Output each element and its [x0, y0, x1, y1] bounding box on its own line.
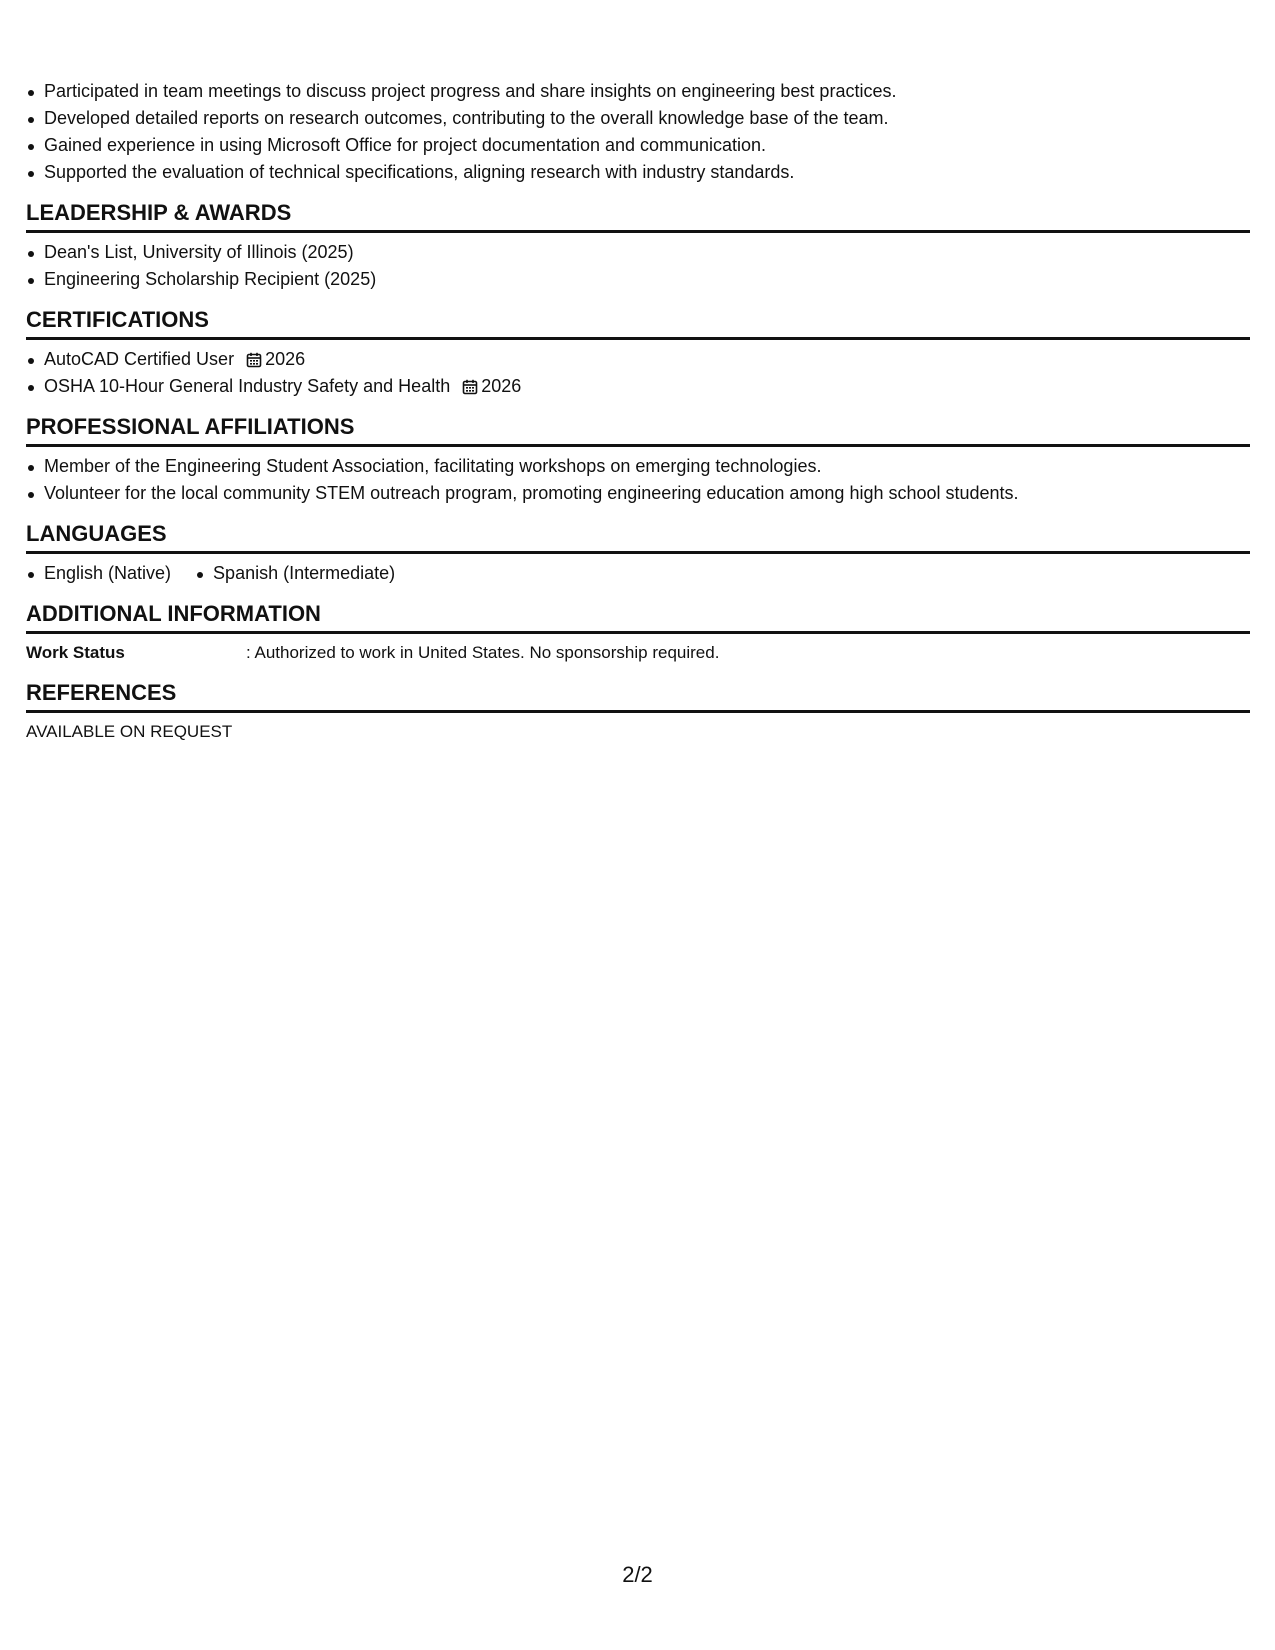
section-title-leadership: LEADERSHIP & AWARDS — [26, 200, 1250, 233]
language-item: Spanish (Intermediate) — [195, 560, 395, 587]
certifications-section — [26, 307, 1250, 400]
list-item: Engineering Scholarship Recipient (2025) — [26, 266, 1250, 293]
languages-section — [26, 521, 1250, 587]
certifications-list — [26, 346, 1250, 400]
calendar-icon — [246, 352, 262, 368]
section-title-additional: ADDITIONAL INFORMATION — [26, 601, 1250, 634]
calendar-icon — [462, 379, 478, 395]
work-status-value: : Authorized to work in United States. No sponsorship required. — [246, 643, 720, 662]
experience-bullets — [26, 78, 1250, 186]
work-status-label: Work Status — [26, 643, 125, 662]
section-title-languages: LANGUAGES — [26, 521, 1250, 554]
language-item: English (Native) — [26, 560, 171, 587]
additional-info-section — [26, 601, 1250, 666]
section-title-references: REFERENCES — [26, 680, 1250, 713]
list-item: Gained experience in using Microsoft Office for project documentation and communication. — [26, 132, 1250, 159]
page-number: 2/2 — [622, 1562, 653, 1587]
work-status-row — [26, 640, 1250, 666]
list-item: Supported the evaluation of technical specifications, aligning research with industry standards. — [26, 159, 1250, 186]
certification-entry — [44, 373, 1250, 400]
references-text: AVAILABLE ON REQUEST — [26, 722, 233, 741]
section-title-certifications: CERTIFICATIONS — [26, 307, 1250, 340]
certification-year: 2026 — [481, 376, 522, 396]
affiliations-section — [26, 414, 1250, 507]
leadership-list — [26, 239, 1250, 293]
certification-name: AutoCAD Certified User — [44, 349, 235, 369]
list-item: Volunteer for the local community STEM outreach program, promoting engineering education among high school students. — [26, 480, 1250, 507]
languages-list — [26, 560, 1250, 587]
list-item: Participated in team meetings to discuss project progress and share insights on engineering best practices. — [26, 78, 1250, 105]
list-item — [26, 346, 1250, 373]
certification-name: OSHA 10-Hour General Industry Safety and Health — [44, 376, 451, 396]
list-item — [26, 373, 1250, 400]
references-section — [26, 680, 1250, 745]
certification-year: 2026 — [265, 349, 306, 369]
leadership-section — [26, 200, 1250, 293]
list-item: Member of the Engineering Student Association, facilitating workshops on emerging technologies. — [26, 453, 1250, 480]
list-item: Developed detailed reports on research outcomes, contributing to the overall knowledge base of the team. — [26, 105, 1250, 132]
certification-entry — [44, 346, 1250, 373]
resume-page — [26, 78, 1250, 745]
section-title-affiliations: PROFESSIONAL AFFILIATIONS — [26, 414, 1250, 447]
affiliations-list — [26, 453, 1250, 507]
list-item: Dean's List, University of Illinois (2025) — [26, 239, 1250, 266]
